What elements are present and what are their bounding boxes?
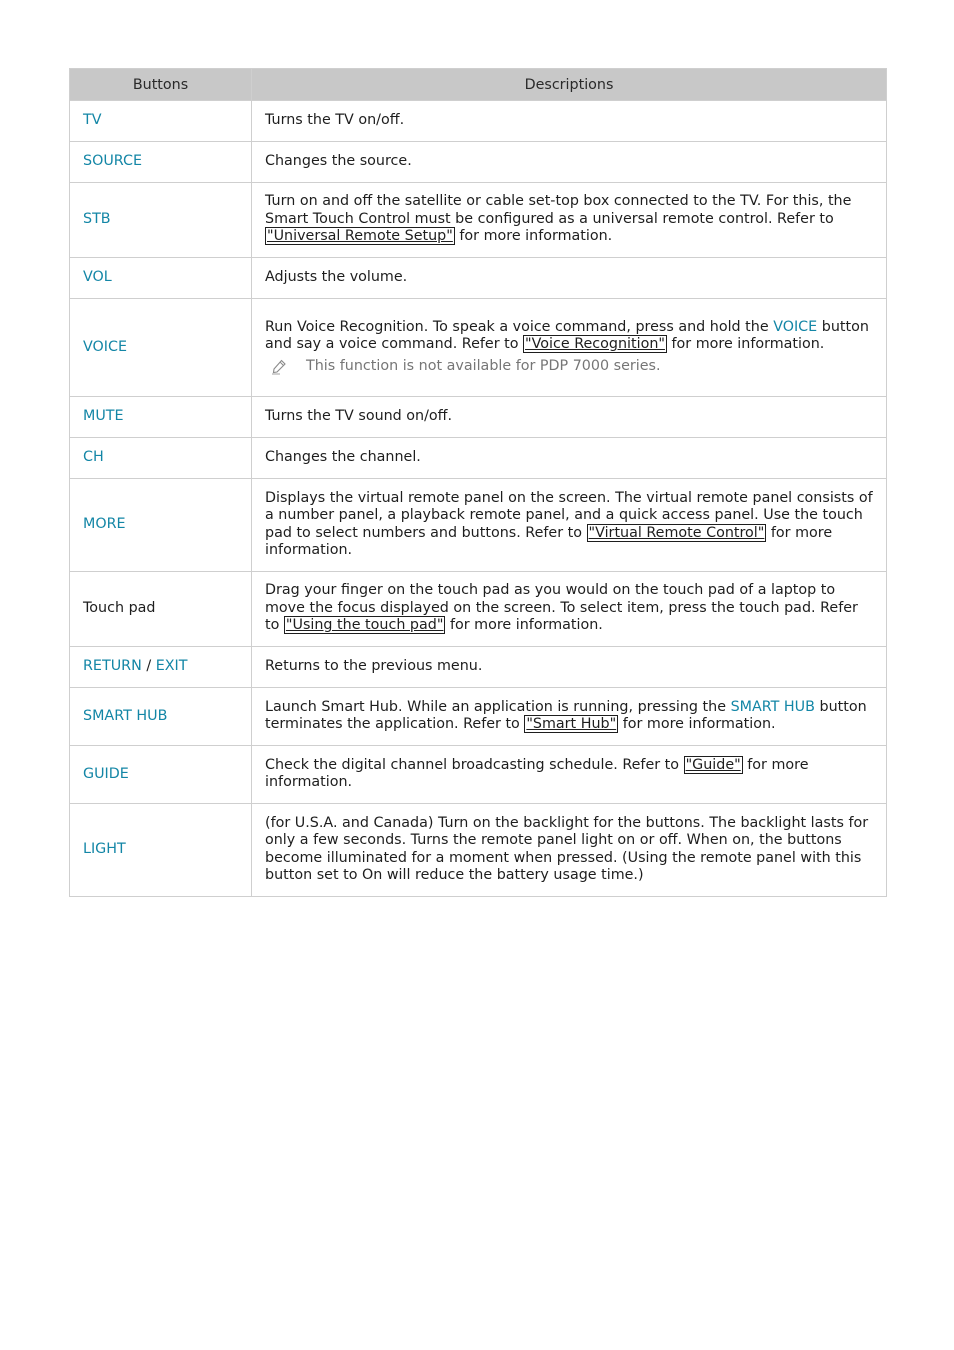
button-name-guide: GUIDE [83, 765, 129, 782]
button-name-smarthub: SMART HUB [83, 707, 168, 724]
description-text: Run Voice Recognition. To speak a voice command, press and hold the [265, 318, 774, 335]
button-separator: / [141, 658, 156, 675]
button-name-touchpad: Touch pad [83, 600, 156, 617]
header-buttons: Buttons [70, 69, 252, 101]
description-text: for more information. [618, 716, 776, 732]
table-row [70, 479, 887, 572]
description-text: for more information. [445, 617, 603, 634]
note [265, 358, 874, 376]
buttons-table [69, 68, 887, 897]
link-using-touch-pad[interactable]: "Using the touch pad" [285, 617, 444, 634]
description-tv: Turns the TV on/off. [265, 111, 405, 128]
button-name-vol: VOL [83, 269, 112, 286]
description-light: (for U.S.A. and Canada) Turn on the backlight for the buttons. The backlight lasts for only a few seconds. Turns the remote panel light on or off. When on, the buttons become illuminated for a moment when pressed. (Using the remote panel with this button set to On will reduce the battery usage time.) [265, 814, 869, 883]
description-touchpad [265, 582, 858, 634]
description-text: for more information. [666, 336, 825, 353]
description-text: for more information. [265, 756, 809, 790]
note-text: This function is not available for PDP 7000 series. [306, 357, 661, 374]
pencil-note-icon [271, 359, 295, 375]
description-source: Changes the source. [265, 152, 412, 169]
description-text: Check the digital channel broadcasting schedule. Refer to [265, 756, 684, 773]
table-header-row [70, 69, 887, 101]
table-row [70, 438, 887, 479]
table-row [70, 572, 887, 647]
description-text: Displays the virtual remote panel on the screen. The virtual remote panel consists of a number panel, a playback remote panel, and a quick access panel. Use the touch pad to select numbers and buttons. Refer to [265, 489, 873, 541]
button-name-source: SOURCE [83, 153, 143, 170]
description-text: Launch Smart Hub. While an application is running, pressing the [265, 698, 731, 715]
link-virtual-remote-control[interactable]: "Virtual Remote Control" [588, 524, 765, 541]
table-row [70, 804, 887, 897]
button-name-ch: CH [83, 449, 104, 466]
highlight-smarthub: SMART HUB [730, 698, 815, 715]
table-row [70, 183, 887, 258]
link-universal-remote-setup[interactable]: "Universal Remote Setup" [267, 228, 453, 245]
button-name-exit: EXIT [155, 658, 188, 675]
description-text: for more information. [265, 524, 833, 558]
button-name-mute: MUTE [83, 408, 124, 425]
description-ch: Changes the channel. [265, 448, 421, 465]
table-row [70, 299, 887, 397]
table-row [70, 142, 887, 183]
description-return: Returns to the previous menu. [265, 657, 483, 674]
description-text: Drag your finger on the touch pad as you would on the touch pad of a laptop to move the focus displayed on the screen. To select item, press the touch pad. Refer to [265, 582, 858, 634]
button-name-more: MORE [83, 516, 126, 533]
description-mute: Turns the TV sound on/off. [265, 407, 453, 424]
description-text: Turn on and off the satellite or cable set-top box connected to the TV. For this, the Smart Touch Control must be configured as a universal remote control. Refer to [265, 193, 852, 227]
table-row [70, 647, 887, 688]
button-name-stb: STB [83, 211, 111, 228]
button-name-tv: TV [83, 112, 102, 129]
description-guide [265, 756, 809, 791]
table-row [70, 688, 887, 746]
highlight-voice: VOICE [773, 318, 818, 335]
table-row [70, 101, 887, 142]
table-row [70, 258, 887, 299]
description-stb [265, 193, 851, 245]
description-text: button terminates the application. Refer to [265, 698, 867, 732]
link-voice-recognition[interactable]: "Voice Recognition" [525, 336, 665, 353]
description-smarthub [265, 699, 867, 734]
description-text: for more information. [454, 228, 613, 245]
header-descriptions: Descriptions [252, 69, 887, 101]
description-voice [265, 319, 874, 354]
button-name-light: LIGHT [83, 841, 126, 858]
table-row [70, 746, 887, 804]
link-guide[interactable]: "Guide" [685, 756, 741, 773]
description-vol: Adjusts the volume. [265, 268, 408, 285]
button-name-return: RETURN [83, 658, 142, 675]
description-text: button and say a voice command. Refer to [265, 318, 869, 353]
link-smart-hub[interactable]: "Smart Hub" [526, 716, 617, 732]
button-name-voice: VOICE [83, 338, 128, 355]
description-more [265, 490, 873, 559]
table-row [70, 397, 887, 438]
